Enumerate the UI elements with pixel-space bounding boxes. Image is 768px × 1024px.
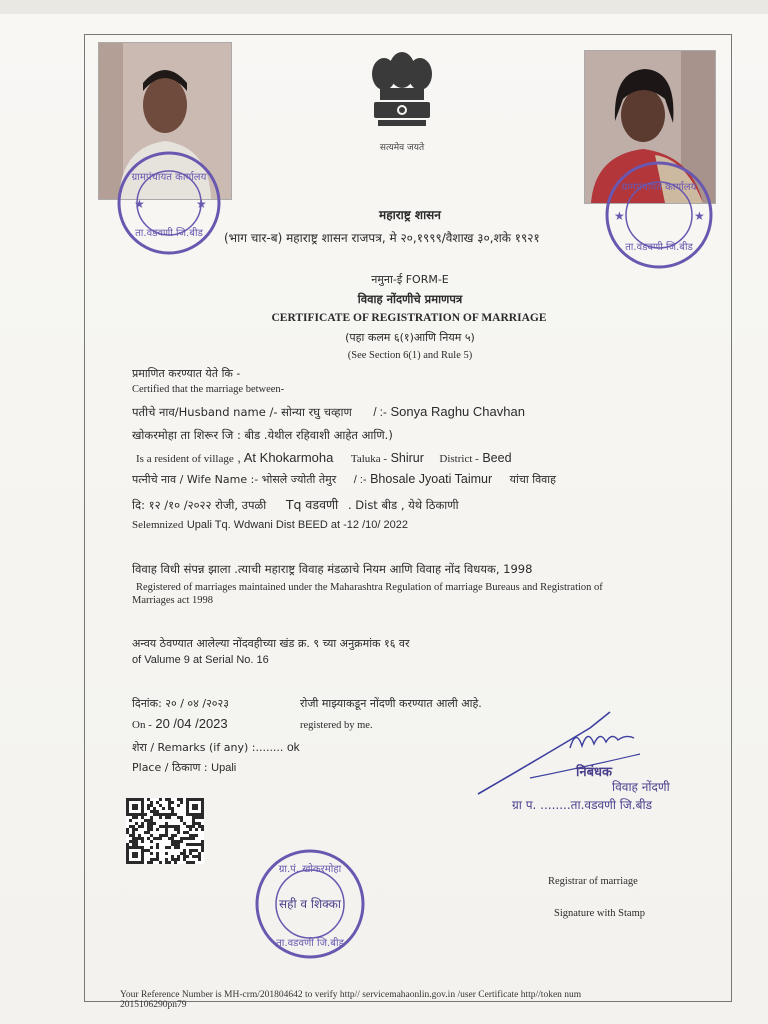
volume-english: of Valume 9 at Serial No. 16: [132, 654, 269, 666]
husband-name-english: Sonya Raghu Chavhan: [390, 404, 525, 419]
registrar-stamp-subtitle: विवाह नोंदणी: [612, 780, 670, 794]
registrar-stamp-title: निबंधक: [576, 765, 612, 780]
left-seal-top-text: ग्रामपंचायत कार्यालय: [131, 172, 207, 183]
act-english-line-2: Marriages act 1998: [132, 595, 214, 606]
svg-text:★: ★: [614, 209, 625, 223]
husband-separator: / :-: [373, 407, 387, 419]
resident-label: Is a resident of village: [136, 453, 234, 465]
section-english: (See Section 6(1) and Rule 5): [347, 350, 473, 361]
govt-heading: महाराष्ट्र शासन: [379, 208, 441, 222]
place-value: Upali: [211, 762, 237, 774]
husband-row: [132, 404, 525, 420]
on-value: 20 /04 /2023: [155, 716, 228, 731]
svg-text:★: ★: [694, 209, 705, 223]
left-seal-bottom-text: ता.वडवणी जि.बीड: [135, 228, 203, 239]
resident-village: , At Khokarmoha: [237, 450, 334, 465]
registration-on-row: [132, 716, 228, 731]
registration-date-marathi: दिनांक: २० / ०४ /२०२३: [132, 697, 229, 710]
state-emblem: [362, 48, 442, 136]
solemnized-label: Selemnized: [132, 519, 184, 531]
verification-footer: [120, 990, 581, 1010]
title-marathi: विवाह नोंदणीचे प्रमाणपत्र: [357, 292, 463, 306]
signature-label: Signature with Stamp: [554, 908, 645, 919]
wife-label: पत्नीचे नाव / Wife Name :-: [132, 473, 259, 486]
certified-english: Certified that the marriage between-: [132, 384, 285, 395]
wife-row: [132, 472, 556, 487]
bottom-seal-top-text: ग्रा.पं. खोकरमोहा: [278, 864, 342, 875]
place-row: [132, 760, 236, 775]
registered-by-english: registered by me.: [300, 720, 373, 731]
motto-text: सत्यमेव जयते: [379, 143, 425, 153]
bottom-sign-seal: [254, 848, 366, 960]
remarks-value: ok: [286, 740, 300, 754]
solemnized-value: Upali Tq. Wdwani Dist BEED at -12 /10/ 2022: [186, 519, 408, 531]
remarks-row: [132, 740, 300, 755]
certificate-title: CERTIFICATE OF REGISTRATION OF MARRIAGE: [271, 312, 547, 324]
gazette-line: (भाग चार-ब) महाराष्ट्र शासन राजपत्र, मे २०,१९९९/वैशाख ३०,शके १९२१: [224, 231, 540, 245]
registrar-role: Registrar of marriage: [548, 876, 638, 887]
svg-text:★: ★: [134, 197, 145, 211]
bottom-seal-bottom-text: ता.वडवणी जि.बीड: [276, 938, 344, 949]
certified-marathi: प्रमाणित करण्यात येते कि -: [132, 367, 241, 380]
remarks-label: शेरा / Remarks (if any) :........: [132, 741, 284, 754]
husband-label: पतीचे नाव/Husband name /-: [132, 405, 278, 419]
right-seal-bottom-text: ता.वडवणी जि.बीड: [625, 242, 693, 253]
place-label: Place / ठिकाण :: [132, 761, 208, 774]
district-label: District -: [439, 453, 479, 465]
solemnized-row: [132, 518, 408, 531]
wife-suffix: यांचा विवाह: [509, 473, 556, 486]
marriage-district: . Dist बीड , येथे ठिकाणी: [347, 498, 459, 512]
volume-marathi: अन्वय ठेवण्यात आलेल्या नोंदवहीच्या खंड क्र. ९ च्या अनुक्रमांक १६ वर: [132, 637, 410, 650]
section-marathi: (पहा कलम ६(१)आणि नियम ५): [345, 331, 475, 344]
scan-edge: [0, 0, 768, 14]
right-seal-top-text: ग्रामपंचायत कार्यालय: [621, 182, 697, 193]
form-line: नमुना-ई FORM-E: [371, 273, 449, 286]
bottom-seal-center-text: सही व शिक्का: [278, 897, 342, 911]
taluka-label: Taluka -: [350, 453, 388, 465]
wife-name-english: Bhosale Jyoati Taimur: [370, 472, 493, 486]
reference-line: Your Reference Number is MH-crm/201804642 to verify http// servicemahaonlin.gov.in /user Certificate http//token num: [120, 990, 582, 1000]
qr-code: [126, 798, 204, 864]
reference-token: 2015106290pn79: [120, 1000, 187, 1010]
wife-name-marathi: भोसले ज्योती तेमुर: [261, 473, 337, 486]
registrar-stamp-office: ग्रा प. ........ता.वडवणी जि.बीड: [512, 798, 652, 812]
left-gram-panchayat-seal: [116, 150, 222, 256]
act-marathi: विवाह विधी संपन्न झाला .त्याची महाराष्ट्र विवाह मंडळाचे नियम आणि विवाह नोंद विधयक, 1998: [132, 562, 533, 576]
on-label: On -: [132, 719, 152, 731]
registered-by-marathi: रोजी माझ्याकडून नोंदणी करण्यात आली आहे.: [300, 697, 482, 710]
taluka-value: Shirur: [390, 451, 424, 465]
wife-separator: / :-: [353, 474, 367, 486]
act-english-line-1: Registered of marriages maintained under the Maharashtra Regulation of marriage Bureaus and Registration of: [136, 582, 603, 593]
right-gram-panchayat-seal: [604, 160, 714, 270]
district-value: Beed: [482, 451, 512, 465]
marriage-date-row: [132, 496, 459, 513]
village-line-marathi: खोकरमोहा ता शिरूर जि : बीड .येथील रहिवाशी आहेत आणि.): [132, 428, 393, 442]
husband-name-marathi: सोन्या रघु चव्हाण: [281, 405, 352, 419]
marriage-taluka: Tq वडवणी: [285, 497, 339, 512]
marriage-date-marathi: दि: १२ /१० /२०२२ रोजी, उपळी: [132, 498, 267, 512]
resident-row: [136, 450, 512, 465]
svg-text:★: ★: [196, 197, 207, 211]
